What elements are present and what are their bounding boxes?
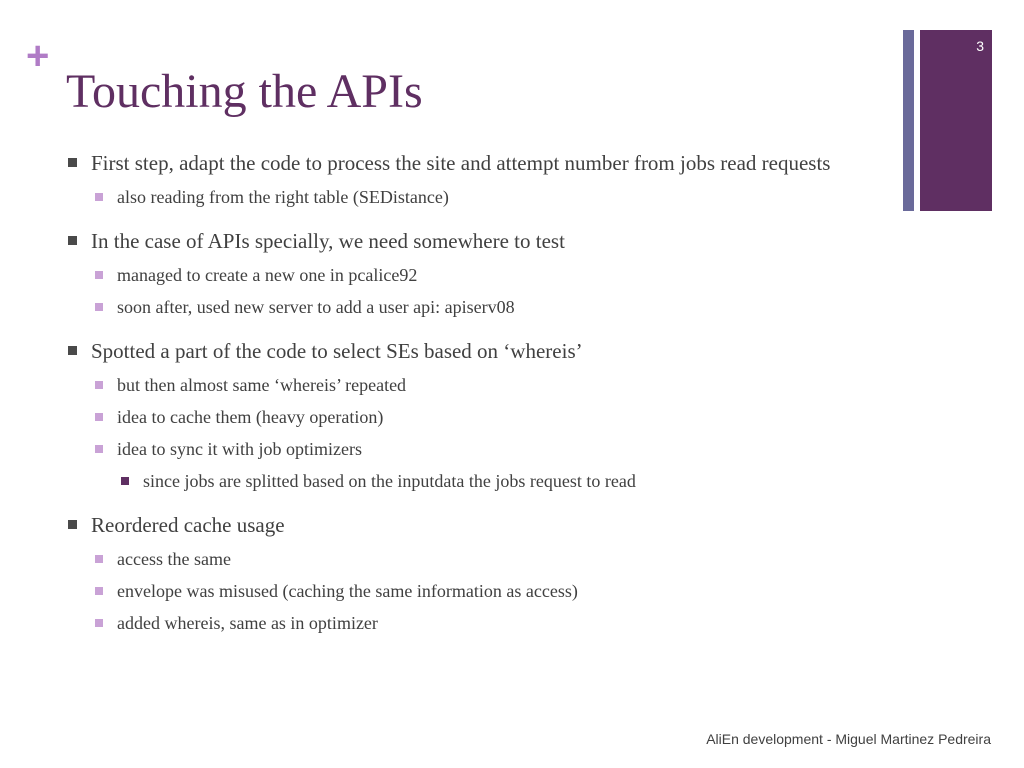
slide-footer: AliEn development - Miguel Martinez Pedreira xyxy=(706,731,991,747)
sub-bullet-item xyxy=(66,548,886,570)
sub-bullet-item xyxy=(66,374,886,396)
square-bullet-icon xyxy=(95,619,103,627)
slide-number: 3 xyxy=(976,38,984,54)
square-bullet-icon xyxy=(95,587,103,595)
sub-bullet-text: added whereis, same as in optimizer xyxy=(117,613,378,633)
square-bullet-icon xyxy=(95,193,103,201)
sub-bullet-item xyxy=(66,612,886,634)
bullet-item xyxy=(66,512,886,538)
slide-content xyxy=(66,150,886,634)
sub-bullet-text: idea to cache them (heavy operation) xyxy=(117,407,384,427)
square-bullet-icon xyxy=(68,346,77,355)
bullet-text: Spotted a part of the code to select SEs based on ‘whereis’ xyxy=(91,339,583,363)
bullet-item xyxy=(66,228,886,254)
sub-bullet-text: access the same xyxy=(117,549,231,569)
sub-bullet-text: soon after, used new server to add a user api: apiserv08 xyxy=(117,297,515,317)
sub-bullet-item xyxy=(66,186,886,208)
sub-sub-bullet-item xyxy=(66,470,886,492)
bullet-item xyxy=(66,150,886,176)
decorative-bar-thin xyxy=(903,30,914,211)
bullet-text: Reordered cache usage xyxy=(91,513,285,537)
sub-bullet-item xyxy=(66,264,886,286)
sub-bullet-text: idea to sync it with job optimizers xyxy=(117,439,362,459)
square-bullet-icon xyxy=(68,236,77,245)
sub-sub-bullet-text: since jobs are splitted based on the inputdata the jobs request to read xyxy=(143,471,636,491)
sub-bullet-text: but then almost same ‘whereis’ repeated xyxy=(117,375,407,395)
square-bullet-icon xyxy=(95,303,103,311)
bullet-text: In the case of APIs specially, we need somewhere to test xyxy=(91,229,565,253)
square-bullet-icon xyxy=(95,445,103,453)
square-bullet-icon xyxy=(68,520,77,529)
square-bullet-icon xyxy=(95,381,103,389)
bullet-item xyxy=(66,338,886,364)
sub-bullet-item xyxy=(66,438,886,460)
sub-bullet-text: managed to create a new one in pcalice92 xyxy=(117,265,418,285)
bullet-text: First step, adapt the code to process the site and attempt number from jobs read requests xyxy=(91,151,831,175)
plus-decoration: + xyxy=(26,34,50,78)
square-bullet-icon xyxy=(68,158,77,167)
sub-bullet-item xyxy=(66,406,886,428)
square-bullet-icon xyxy=(95,555,103,563)
slide-title: Touching the APIs xyxy=(66,65,423,118)
square-bullet-icon xyxy=(121,477,129,485)
square-bullet-icon xyxy=(95,413,103,421)
square-bullet-icon xyxy=(95,271,103,279)
sub-bullet-item xyxy=(66,296,886,318)
sub-bullet-text: also reading from the right table (SEDistance) xyxy=(117,187,449,207)
decorative-bar-wide xyxy=(920,30,992,211)
sub-bullet-item xyxy=(66,580,886,602)
sub-bullet-text: envelope was misused (caching the same information as access) xyxy=(117,581,578,601)
